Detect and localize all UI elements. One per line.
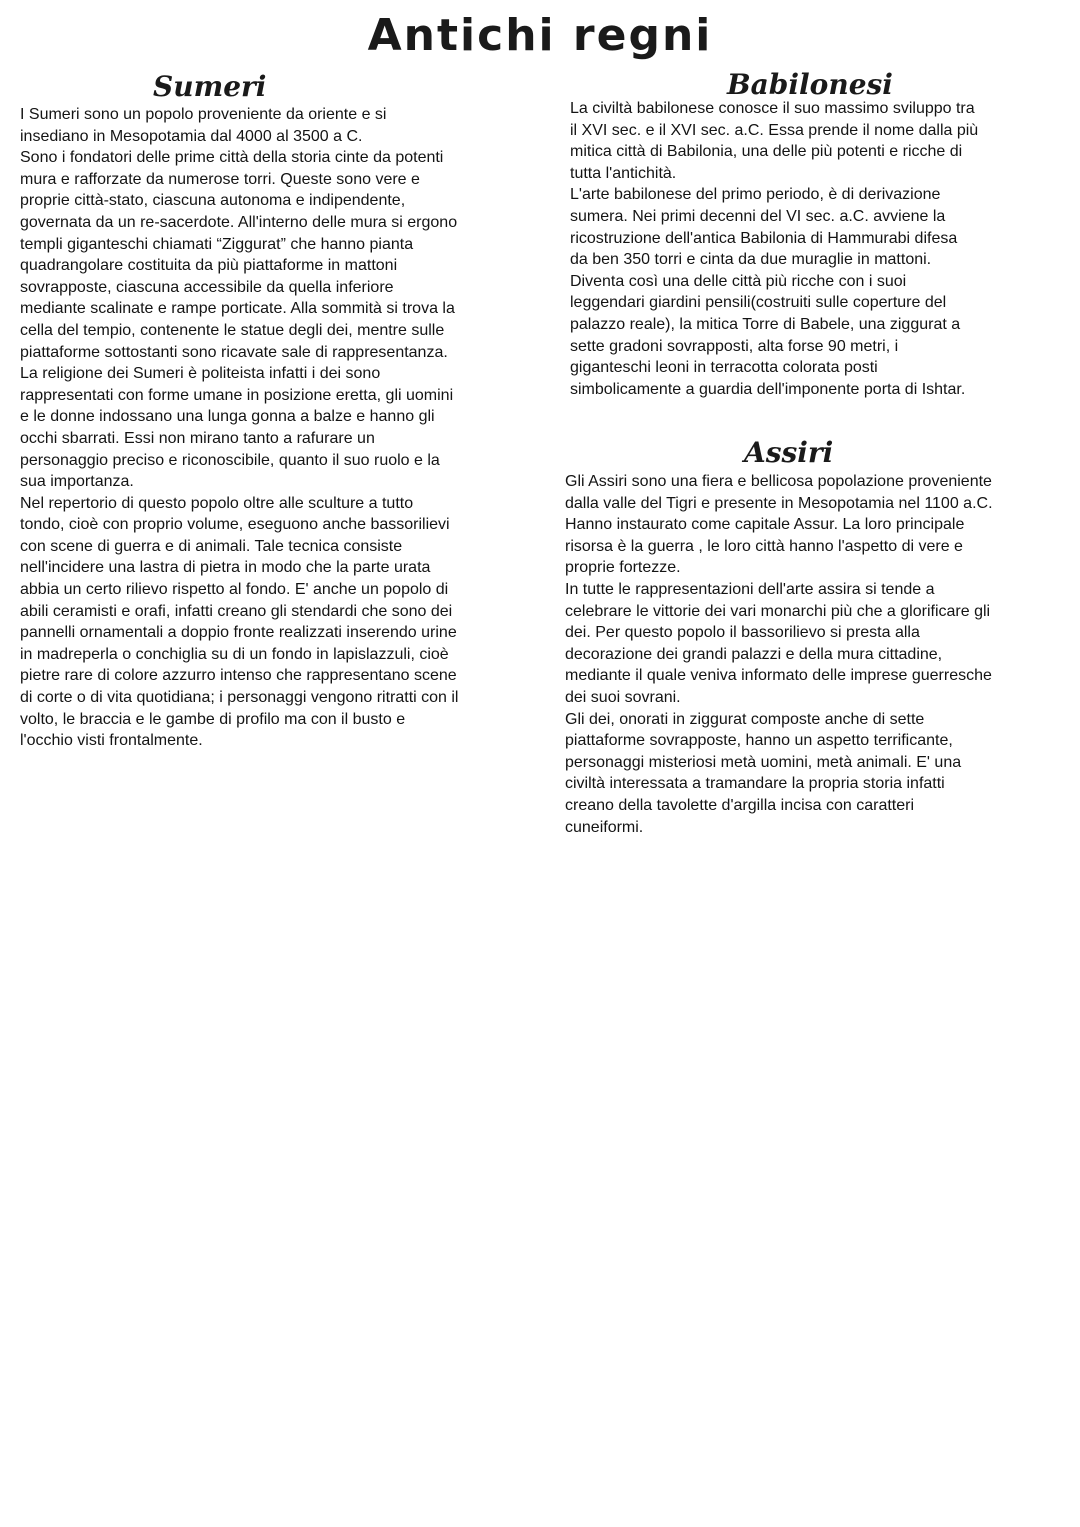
text-line: sumera. Nei primi decenni del VI sec. a.C. avviene la (570, 207, 946, 225)
text-line: il XVI sec. e il XVI sec. a.C. Essa prende il nome dalla più (570, 121, 979, 139)
text-line: in madreperla o conchiglia su di un fondo in lapislazzuli, cioè (20, 645, 449, 663)
text-line: piattaforme sottostanti sono ricavate sale di rappresentanza. (20, 343, 448, 361)
text-line: proprie città-stato, ciascuna autonoma e indipendente, (20, 192, 406, 210)
text-line: tondo, cioè con proprio volume, eseguono anche bassorilievi (20, 516, 450, 534)
text-line: giganteschi leoni in terracotta colorata posti (570, 359, 878, 377)
text-line: risorsa è la guerra , le loro città hanno l'aspetto di vere e (565, 537, 963, 555)
text-line: cuneiformi. (565, 818, 644, 836)
text-line: mediante scalinate e rampe porticate. Alla sommità si trova la (20, 300, 455, 318)
section-title-babilonesi: Babilonesi (727, 68, 893, 101)
text-line: governata da un re-sacerdote. All'interno delle mura si ergono (20, 213, 458, 231)
text-line: nell'incidere una lastra di pietra in modo che la parte urata (20, 559, 431, 577)
section-body-babilonesi (570, 98, 978, 400)
text-line: templi giganteschi chiamati “Ziggurat” che hanno pianta (20, 235, 414, 253)
text-line: sette gradoni sovrapposti, alta forse 90 metri, i (570, 337, 899, 355)
text-line: personaggi misteriosi metà uomini, metà animali. E' una (565, 753, 962, 771)
text-line: abili ceramisti e orafi, infatti creano gli stendardi che sono dei (20, 602, 453, 620)
text-line: decorazione dei grandi palazzi e della mura cittadine, (565, 645, 943, 663)
text-line: Nel repertorio di questo popolo oltre alle sculture a tutto (20, 494, 414, 512)
text-line: abbia un certo rilievo rispetto al fondo. E' anche un popolo di (20, 581, 449, 599)
text-line: La religione dei Sumeri è politeista infatti i dei sono (20, 365, 381, 383)
section-body-sumeri (20, 104, 458, 752)
section-title-sumeri: Sumeri (153, 70, 267, 103)
page-title: Antichi regni (367, 10, 713, 61)
text-line: pietre rare di colore azzurro intenso che rappresentano scene (20, 667, 457, 685)
text-line: L'arte babilonese del primo periodo, è di derivazione (570, 186, 941, 204)
text-line: di corte o di vita quotidiana; i personaggi vengono ritratti con il (20, 689, 459, 707)
text-line: mediante il quale veniva informato delle imprese guerresche (565, 667, 992, 685)
text-line: mura e rafforzate da numerose torri. Queste sono vere e (20, 170, 420, 188)
text-line: palazzo reale), la mitica Torre di Babele, una ziggurat a (570, 315, 961, 333)
text-line: personaggio preciso e riconoscibile, quanto il suo ruolo e la (20, 451, 440, 469)
text-line: tutta l'antichità. (570, 164, 677, 182)
text-line: da ben 350 torri e cinta da due muraglie in mattoni. (570, 251, 932, 269)
text-line: insediano in Mesopotamia dal 4000 al 3500 a C. (20, 127, 363, 145)
text-line: con scene di guerra e di animali. Tale tecnica consiste (20, 537, 403, 555)
text-line: rappresentati con forme umane in posizione eretta, gli uomini (20, 386, 454, 404)
text-line: dei suoi sovrani. (565, 688, 681, 706)
text-line: l'occhio visti frontalmente. (20, 732, 203, 750)
text-line: sua importanza. (20, 473, 134, 491)
text-line: Gli Assiri sono una fiera e bellicosa popolazione proveniente (565, 473, 992, 490)
text-line: dei. Per questo popolo il bassorilievo si presta alla (565, 624, 920, 642)
text-line: pannelli ornamentali a doppio fronte realizzati inserendo urine (20, 624, 457, 642)
text-line: cella del tempio, contenente le statue degli dei, mentre sulle (20, 321, 445, 339)
text-line: mitica città di Babilonia, una delle più potenti e ricche di (570, 143, 963, 161)
text-line: celebrare le vittorie dei vari monarchi più che a glorificare gli (565, 602, 991, 620)
text-line: ricostruzione dell'antica Babilonia di Hammurabi difesa (570, 229, 958, 247)
text-line: e le donne indossano una lunga gonna a balze e hanno gli (20, 408, 435, 426)
text-line: I Sumeri sono un popolo proveniente da oriente e si (20, 106, 387, 123)
section-title-assiri: Assiri (744, 436, 834, 469)
text-line: quadrangolare costituita da più piattaforme in mattoni (20, 257, 398, 275)
text-line: sovrapposte, ciascuna accessibile da quella inferiore (20, 278, 394, 296)
text-line: simbolicamente a guardia dell'imponente porta di Ishtar. (570, 380, 966, 398)
text-line: leggendari giardini pensili(costruiti sulle coperture del (570, 294, 947, 312)
section-body-assiri (565, 471, 993, 838)
text-line: Hanno instaurato come capitale Assur. La loro principale (565, 516, 965, 534)
text-line: proprie fortezze. (565, 559, 681, 577)
text-line: La civiltà babilonese conosce il suo massimo sviluppo tra (570, 100, 975, 117)
text-line: volto, le braccia e le gambe di profilo ma con il busto e (20, 710, 406, 728)
text-line: occhi sbarrati. Essi non mirano tanto a rafurare un (20, 429, 375, 447)
text-line: civiltà interessata a tramandare la propria storia infatti (565, 775, 945, 793)
text-line: piattaforme sovrapposte, hanno un aspetto terrificante, (565, 732, 953, 750)
text-line: dalla valle del Tigri e presente in Mesopotamia nel 1100 a.C. (565, 494, 993, 512)
text-line: Gli dei, onorati in ziggurat composte anche di sette (565, 710, 925, 728)
text-line: Diventa così una delle città più ricche con i suoi (570, 272, 907, 290)
text-line: Sono i fondatori delle prime città della storia cinte da potenti (20, 149, 444, 167)
text-line: In tutte le rappresentazioni dell'arte assira si tende a (565, 580, 935, 598)
text-line: creano della tavolette d'argilla incisa con caratteri (565, 796, 915, 814)
